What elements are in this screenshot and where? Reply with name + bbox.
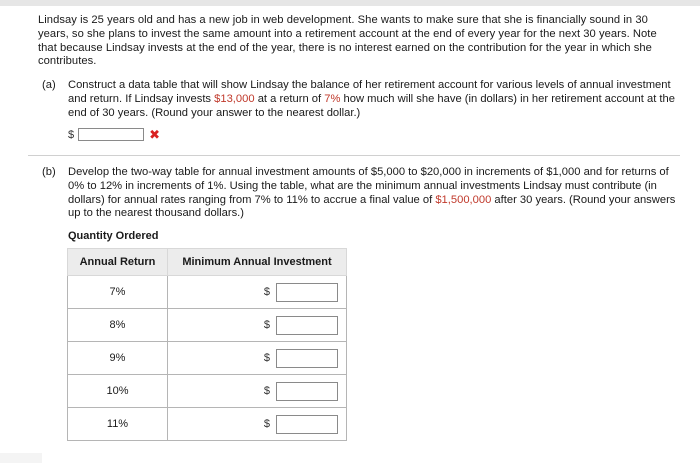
rate-cell: 8% xyxy=(68,309,168,342)
currency-symbol: $ xyxy=(263,418,270,431)
investment-input-7[interactable] xyxy=(276,283,338,302)
part-b-target: $1,500,000 xyxy=(435,193,492,206)
part-b-letter: (b) xyxy=(42,166,56,178)
currency-symbol: $ xyxy=(263,286,270,299)
investment-input-9[interactable] xyxy=(276,349,338,368)
part-a-answer-input[interactable] xyxy=(78,128,144,141)
top-bar xyxy=(0,0,700,6)
table-row xyxy=(68,276,347,309)
table-row xyxy=(68,342,347,375)
part-a xyxy=(38,79,678,142)
page-edge xyxy=(0,453,42,463)
currency-symbol: $ xyxy=(68,128,75,141)
rate-cell: 10% xyxy=(68,375,168,408)
question-panel xyxy=(38,14,678,143)
part-a-answer xyxy=(68,127,678,143)
table-row xyxy=(68,408,347,441)
rate-cell: 7% xyxy=(68,276,168,309)
investment-input-11[interactable] xyxy=(276,415,338,434)
header-minimum-investment: Minimum Annual Investment xyxy=(168,249,347,276)
rate-cell: 9% xyxy=(68,342,168,375)
part-a-letter: (a) xyxy=(42,79,56,92)
rate-cell: 11% xyxy=(68,408,168,441)
header-annual-return: Annual Return xyxy=(68,249,168,276)
table-label: Quantity Ordered xyxy=(68,230,159,243)
currency-symbol: $ xyxy=(263,352,270,365)
incorrect-icon: ✖ xyxy=(149,127,161,143)
part-b-text: Develop the two-way table for annual investment amounts of $5,000 to $20,000 in increments of $1,000 and for returns of 0% to 12% in increments of 1%. Using the table, what are the minimum annual investments Lindsay must contribute (in dollars) for annual rates ranging from 7% to 11% to accrue a final value of $1,500,000 after 30 years. (Round your answers up to the nearest thousand dollars.) xyxy=(68,166,676,220)
investment-input-10[interactable] xyxy=(276,382,338,401)
part-a-rate: 7% xyxy=(324,92,341,105)
intro-text: Lindsay is 25 years old and has a new job in web development. She wants to make sure that she is financially sound in 30 years, so she plans to invest the same amount into a retirement account at the end of every year for the next 30 years. Note that because Lindsay invests at the end of the year, there is no interest earned on the contribution for the year in which she contributes. xyxy=(38,14,657,68)
currency-symbol: $ xyxy=(263,385,270,398)
part-a-amount: $13,000 xyxy=(214,92,255,105)
section-divider xyxy=(28,155,680,156)
part-b xyxy=(38,166,678,441)
currency-symbol: $ xyxy=(263,319,270,332)
investment-input-8[interactable] xyxy=(276,316,338,335)
investment-table xyxy=(67,248,347,441)
table-row xyxy=(68,375,347,408)
part-a-text: Construct a data table that will show Lindsay the balance of her retirement account for various levels of annual investment and return. If Lindsay invests $13,000 at a return of 7% how much will she have (in dollars) in her retirement account at the end of 30 years. (Round your answer to the nearest dollar.) xyxy=(68,79,675,119)
table-row xyxy=(68,309,347,342)
